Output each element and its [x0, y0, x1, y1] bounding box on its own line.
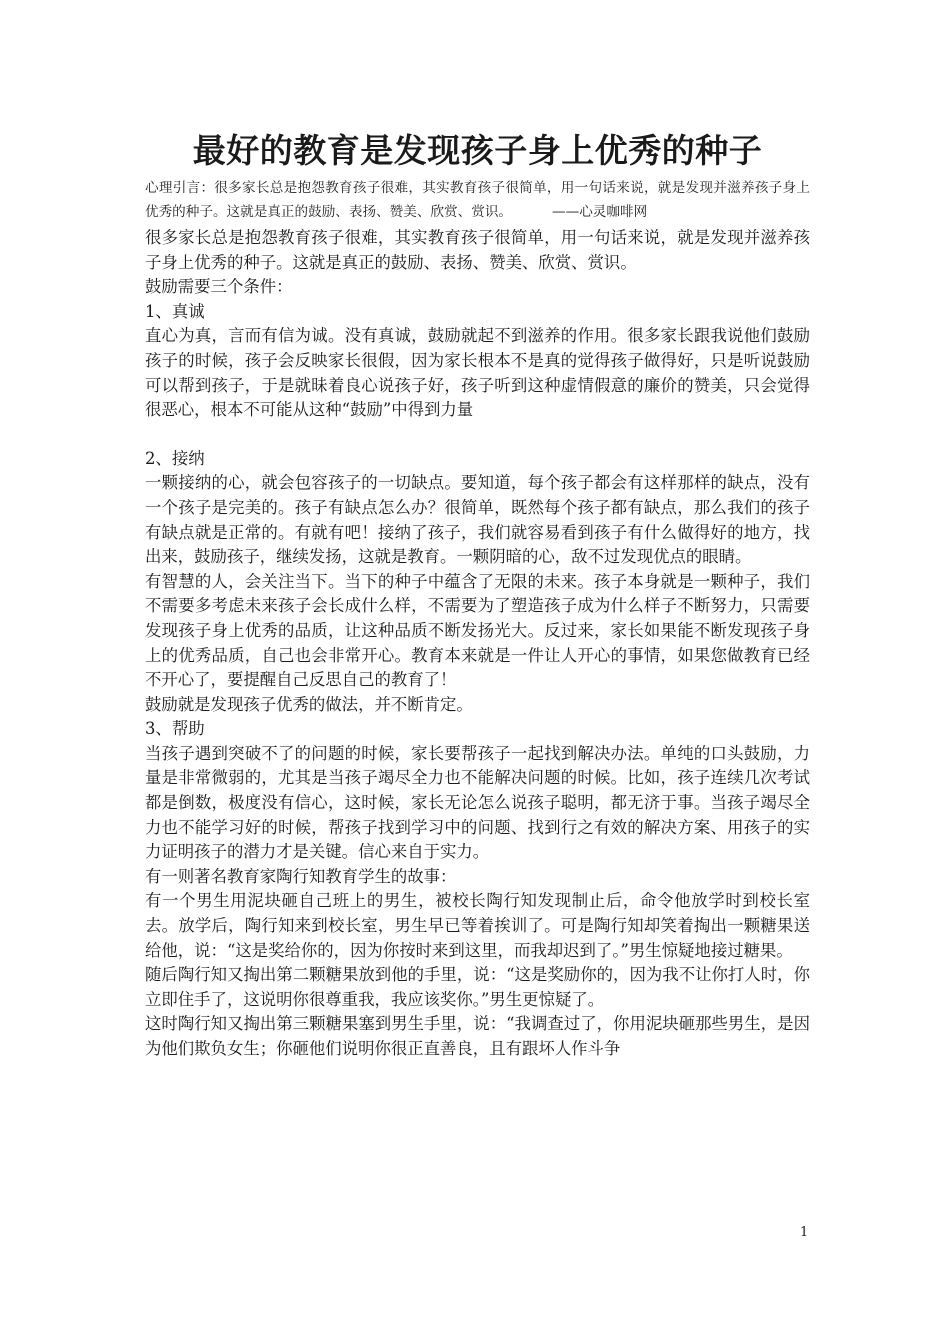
section-heading: 1、真诚 — [145, 301, 205, 321]
document-title: 最好的教育是发现孩子身上优秀的种子 — [192, 131, 763, 170]
page-number: 1 — [800, 1225, 809, 1240]
body-paragraph: 直心为真，言而有信为诚。没有真诚，鼓励就起不到滋养的作用。很多家长跟我说他们鼓励孩子的时候，孩子会反映家长很假，因为家长根本不是真的觉得孩子做得好，只是听说鼓励可以帮到孩子，于是就昧着良心说孩子好，孩子听到这种虚情假意的廉价的赞美，只会觉得很恶心，根本不可能从这种“鼓励”中得到力量 — [145, 326, 810, 420]
body-paragraph: 有一个男生用泥块砸自己班上的男生，被校长陶行知发现制止后，命令他放学时到校长室去。放学后，陶行知来到校长室，男生早已等着挨训了。可是陶行知却笑着掏出一颗糖果送给他，说：“这是奖给你的，因为你按时来到这里，而我却迟到了。”男生惊疑地接过糖果。 — [145, 891, 810, 960]
intro-source: ——心灵咖啡网 — [552, 204, 648, 220]
intro-paragraph — [145, 176, 810, 224]
body-paragraph: 鼓励就是发现孩子优秀的做法，并不断肯定。 — [145, 694, 473, 714]
section-heading: 2、接纳 — [145, 448, 205, 468]
body-paragraph: 随后陶行知又掏出第二颗糖果放到他的手里，说：“这是奖励你的，因为我不让你打人时，你立即住手了，这说明你很尊重我，我应该奖你。”男生更惊疑了。 — [145, 965, 810, 1009]
body-paragraph: 有一则著名教育家陶行知教育学生的故事： — [145, 866, 457, 886]
body-paragraph: 这时陶行知又掏出第三颗糖果塞到男生手里，说：“我调查过了，你用泥块砸那些男生，是因为他们欺负女生；你砸他们说明你很正直善良，且有跟坏人作斗争 — [145, 1014, 810, 1058]
article-blocks — [145, 226, 810, 1062]
body-paragraph: 一颗接纳的心，就会包容孩子的一切缺点。要知道，每个孩子都会有这样那样的缺点，没有一个孩子是完美的。孩子有缺点怎么办？很简单，既然每个孩子都有缺点，那么我们的孩子有缺点就是正常的。有就有吧！接纳了孩子，我们就容易看到孩子有什么做得好的地方，找出来，鼓励孩子，继续发扬，这就是教育。一颗阴暗的心，敌不过发现优点的眼睛。 — [145, 473, 810, 567]
document-body — [145, 128, 810, 1062]
paragraph-spacer — [145, 423, 810, 447]
body-paragraph: 很多家长总是抱怨教育孩子很难，其实教育孩子很简单，用一句话来说，就是发现并滋养孩子身上优秀的种子。这就是真正的鼓励、表扬、赞美、欣赏、赏识。 — [145, 228, 810, 272]
body-paragraph: 当孩子遇到突破不了的问题的时候，家长要帮孩子一起找到解决办法。单纯的口头鼓励，力量是非常微弱的，尤其是当孩子竭尽全力也不能解决问题的时候。比如，孩子连续几次考试都是倒数，极度没有信心，这时候，家长无论怎么说孩子聪明，都无济于事。当孩子竭尽全力也不能学习好的时候，帮孩子找到学习中的问题、找到行之有效的解决方案、用孩子的实力证明孩子的潜力才是关键。信心来自于实力。 — [145, 743, 810, 862]
intro-text: 心理引言：很多家长总是抱怨教育孩子很难，其实教育孩子很简单，用一句话来说，就是发现并滋养孩子身上优秀的种子。这就是真正的鼓励、表扬、赞美、欣赏、赏识。 — [145, 180, 810, 220]
body-paragraph: 有智慧的人，会关注当下。当下的种子中蕴含了无限的未来。孩子本身就是一颗种子，我们不需要多考虑未来孩子会长成什么样，不需要为了塑造孩子成为什么样子不断努力，只需要发现孩子身上优秀的品质，让这种品质不断发扬光大。反过来，家长如果能不断发现孩子身上的优秀品质，自己也会非常开心。教育本来就是一件让人开心的事情，如果您做教育已经不开心了，要提醒自己反思自己的教育了！ — [145, 571, 810, 690]
body-paragraph: 鼓励需要三个条件： — [145, 277, 293, 297]
section-heading: 3、帮助 — [145, 719, 205, 739]
